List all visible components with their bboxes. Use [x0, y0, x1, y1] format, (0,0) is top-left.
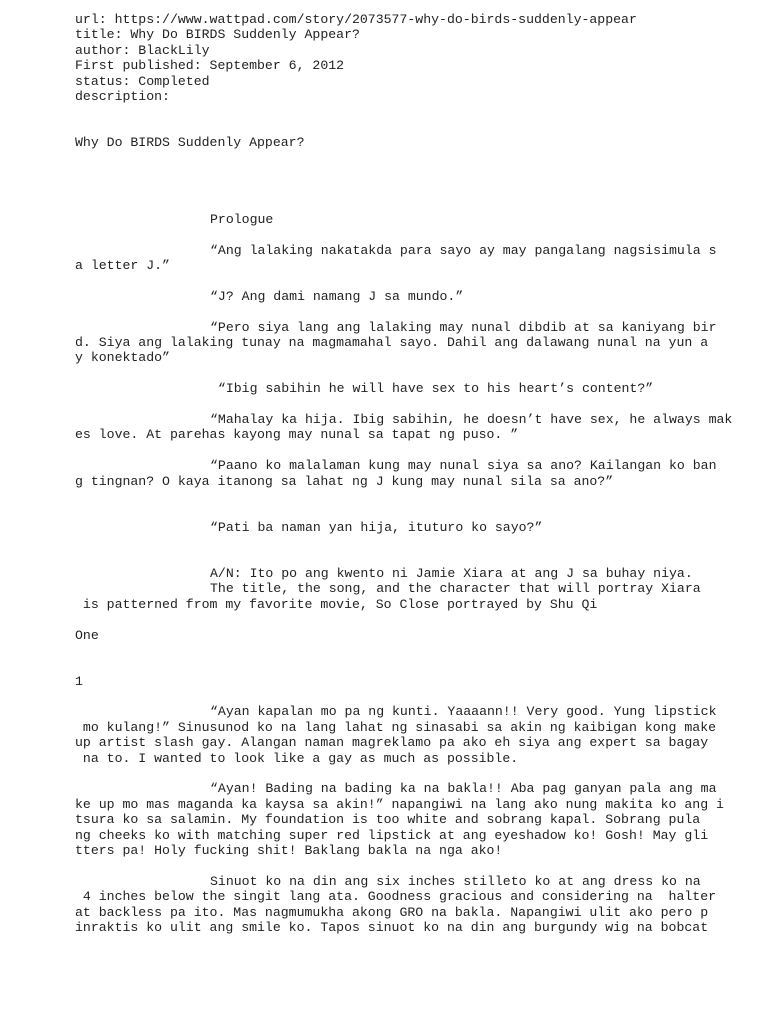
story-title: Why Do BIRDS Suddenly Appear? — [75, 135, 305, 151]
text-line: ng cheeks ko with matching super red lipstick at ang eyeshadow ko! Gosh! May gli — [75, 827, 709, 843]
text-line: Sinuot ko na din ang six inches stilleto ko at ang dress ko na — [210, 873, 701, 889]
meta-author: author: BlackLily — [75, 42, 210, 58]
chapter-heading: One — [75, 627, 99, 643]
text-line: The title, the song, and the character that will portray Xiara — [210, 581, 701, 597]
document-page — [75, 12, 765, 935]
text-line: “Pero siya lang ang lalaking may nunal dibdib at sa kaniyang bir — [210, 319, 717, 335]
meta-title: title: Why Do BIRDS Suddenly Appear? — [75, 27, 360, 43]
prologue-paragraph-1 — [75, 243, 765, 274]
chapter-paragraph-1 — [75, 704, 765, 766]
chapter-number: 1 — [75, 673, 83, 689]
text-line: y konektado” — [75, 350, 170, 366]
text-line: “Mahalay ka hija. Ibig sabihin, he doesn’t have sex, he always mak — [210, 412, 733, 427]
text-line: inraktis ko ulit ang smile ko. Tapos sinuot ko na din ang burgundy wig na bobcat — [75, 919, 709, 935]
chapter-paragraph-2 — [75, 781, 765, 858]
prologue-paragraph-5 — [75, 412, 765, 443]
text-line: g tingnan? O kaya itanong sa lahat ng J kung may nunal sila sa ano?” — [75, 473, 614, 489]
prologue-paragraph-4 — [75, 381, 765, 396]
text-line: mo kulang!” Sinusunod ko na lang lahat ng sinasabi sa akin ng kaibigan kong make — [75, 719, 717, 735]
text-line: 4 inches below the singit lang ata. Goodness gracious and considering na halter — [75, 889, 717, 905]
prologue-paragraph-6 — [75, 458, 765, 489]
meta-url: url: https://www.wattpad.com/story/2073577-why-do-birds-suddenly-appear — [75, 12, 637, 27]
text-line: “Ibig sabihin he will have sex to his heart’s content?” — [210, 381, 654, 397]
meta-published: First published: September 6, 2012 — [75, 58, 345, 74]
text-line: “Ang lalaking nakatakda para sayo ay may pangalang nagsisimula s — [210, 242, 717, 258]
text-line: A/N: Ito po ang kwento ni Jamie Xiara at ang J sa buhay niya. — [210, 565, 693, 581]
text-line: “J? Ang dami namang J sa mundo.” — [210, 288, 464, 304]
meta-status: status: Completed — [75, 73, 210, 89]
text-line: at backless pa ito. Mas nagmumukha akong GRO na bakla. Napangiwi ulit ako pero p — [75, 904, 709, 920]
text-line: “Pati ba naman yan hija, ituturo ko sayo?” — [210, 519, 543, 535]
text-line: es love. At parehas kayong may nunal sa tapat ng puso. ” — [75, 427, 519, 443]
prologue-paragraph-7 — [75, 520, 765, 535]
text-line: a letter J.” — [75, 258, 170, 274]
prologue-heading: Prologue — [210, 211, 274, 227]
text-line: is patterned from my favorite movie, So Close portrayed by Shu Qi — [75, 596, 598, 612]
text-line: “Paano ko malalaman kung may nunal siya sa ano? Kailangan ko ban — [210, 458, 717, 474]
text-line: “Ayan kapalan mo pa ng kunti. Yaaaann!! Very good. Yung lipstick — [210, 704, 717, 720]
meta-description: description: — [75, 88, 170, 104]
chapter-paragraph-3 — [75, 874, 765, 936]
prologue-paragraph-3 — [75, 320, 765, 366]
text-line: d. Siya ang lalaking tunay na magmamahal sayo. Dahil ang dalawang nunal na yun a — [75, 335, 709, 351]
text-line: up artist slash gay. Alangan naman magreklamo pa ako eh siya ang expert sa bagay — [75, 735, 709, 751]
text-line: tters pa! Holy fucking shit! Baklang bakla na nga ako! — [75, 842, 503, 858]
text-line: na to. I wanted to look like a gay as much as possible. — [75, 750, 519, 766]
text-line: ke up mo mas maganda ka kaysa sa akin!” napangiwi na lang ako nung makita ko ang i — [75, 796, 724, 812]
author-note — [75, 566, 765, 612]
text-line: tsura ko sa salamin. My foundation is too white and sobrang kapal. Sobrang pula — [75, 812, 701, 828]
text-line: “Ayan! Bading na bading ka na bakla!! Aba pag ganyan pala ang ma — [210, 781, 717, 797]
prologue-paragraph-2 — [75, 289, 765, 304]
